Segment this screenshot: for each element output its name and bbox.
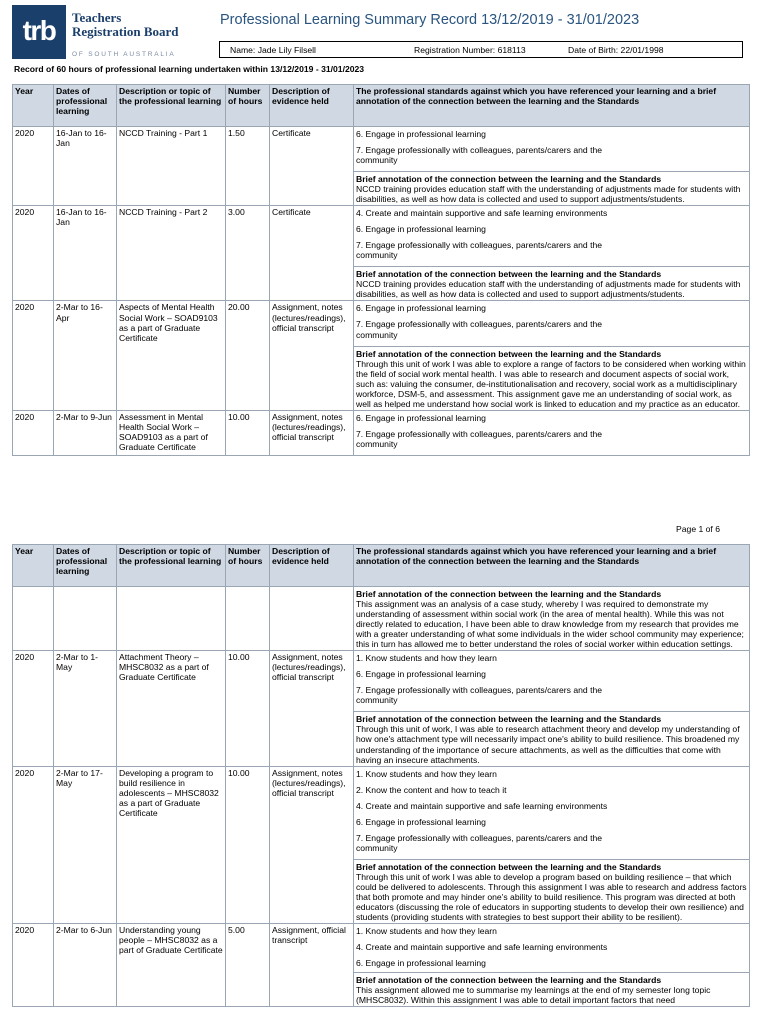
- standard-item: 1. Know students and how they learn: [356, 925, 497, 936]
- hours-cell: 10.00: [226, 766, 270, 923]
- annotation-text: This assignment allowed me to summarise my learnings at the end of my semester long topic (MHSC8032). Within this assignment I was able to detail important factors that need: [356, 985, 711, 1006]
- table-header-row: [13, 85, 750, 127]
- standard-item: 7. Engage professionally with colleagues, parents/carers and the community: [356, 685, 603, 706]
- table-row: [13, 410, 750, 455]
- table-row: [13, 301, 750, 410]
- standard-item: 6. Engage in professional learning: [356, 957, 486, 968]
- standard-item: 4. Create and maintain supportive and safe learning environments: [356, 941, 608, 952]
- document-title: Professional Learning Summary Record 13/12/2019 - 31/01/2023: [220, 12, 640, 28]
- standard-item: 4. Create and maintain supportive and safe learning environments: [356, 800, 608, 811]
- col-hours: Number of hours: [226, 545, 270, 587]
- col-standards: The professional standards against which you have referenced your learning and a brief annotation of the connection between the learning and the Standards: [354, 85, 750, 127]
- annotation-heading: Brief annotation of the connection between the learning and the Standards: [356, 269, 662, 280]
- table-row: [13, 923, 750, 1006]
- col-hours: Number of hours: [226, 85, 270, 127]
- standard-item: 7. Engage professionally with colleagues, parents/carers and the community: [356, 428, 603, 449]
- year-cell: 2020: [13, 651, 54, 766]
- page-2-region: [0, 544, 768, 1024]
- annotation-block: [354, 346, 749, 410]
- trb-logo: [12, 5, 66, 59]
- evidence-cell: Assignment, notes (lectures/readings), official transcript: [270, 410, 354, 455]
- annotation-block: [354, 587, 749, 650]
- hours-cell: 5.00: [226, 923, 270, 1006]
- name-field: Name: Jade Lily Filsell: [230, 45, 316, 55]
- annotation-text: Through this unit of work I was able to develop a program based on building resilience – that which could be delivered to adolescents. Through this assignment I was able to research and address factors that both promote and may hinder one's ability to build resilience. This program was directed at both educators (discussing the role of educators in supporting students to develop their own resilience) and students (providing students with strategies to best support their ability to be resilient).: [356, 871, 747, 922]
- evidence-cell: Assignment, notes (lectures/readings), official transcript: [270, 766, 354, 923]
- standard-item: 6. Engage in professional learning: [356, 224, 486, 235]
- topic-cell: Attachment Theory – MHSC8032 as a part of Graduate Certificate: [117, 651, 226, 766]
- standard-item: 1. Know students and how they learn: [356, 653, 497, 664]
- standards-cell: [354, 651, 750, 766]
- org-state: OF SOUTH AUSTRALIA: [72, 51, 176, 58]
- evidence-cell: Assignment, official transcript: [270, 923, 354, 1006]
- col-topic: Description or topic of the professional learning: [117, 85, 226, 127]
- standard-item: 6. Engage in professional learning: [356, 412, 486, 423]
- hours-cell: 10.00: [226, 410, 270, 455]
- standards-cell: [354, 587, 750, 651]
- col-dates: Dates of professional learning: [54, 545, 117, 587]
- hours-cell: 3.00: [226, 206, 270, 301]
- standards-cell: [354, 766, 750, 923]
- standard-item: 6. Engage in professional learning: [356, 816, 486, 827]
- annotation-text: This assignment was an analysis of a case study, whereby I was required to demonstrate my understanding of assessment within social work (in the area of mental health). While this was not directly related to education, I have been able to draw knowledge from my research that provides me with a greater understanding of what some individuals in the wider school community may experience; this in turn has allowed me to better understand the roles of social worker within education settings.: [356, 599, 744, 650]
- table-header-row: [13, 545, 750, 587]
- dates-cell: [54, 587, 117, 651]
- learning-table-page2: [12, 544, 750, 1007]
- annotation-heading: Brief annotation of the connection between the learning and the Standards: [356, 174, 662, 185]
- annotation-heading: Brief annotation of the connection between the learning and the Standards: [356, 348, 662, 359]
- annotation-text: Through this unit of work, I was able to research attachment theory and develop my understanding of how one's attachment type will necessarily impact one's ability to build resilience. This broadened my understanding of the importance of secure attachments, as well as the difficulties that come with having an insecure attachments.: [356, 724, 740, 765]
- standards-cell: [354, 923, 750, 1006]
- topic-cell: NCCD Training - Part 1: [117, 127, 226, 206]
- personal-info-box: [219, 41, 743, 58]
- standard-item: 7. Engage professionally with colleagues, parents/carers and the community: [356, 240, 603, 261]
- evidence-cell: [270, 587, 354, 651]
- year-cell: [13, 587, 54, 651]
- annotation-heading: Brief annotation of the connection between the learning and the Standards: [356, 861, 662, 872]
- col-topic: Description or topic of the professional learning: [117, 545, 226, 587]
- logo-text: trb: [22, 15, 56, 46]
- annotation-block: [354, 859, 749, 923]
- annotation-block: [354, 711, 749, 765]
- org-name: [72, 11, 202, 39]
- topic-cell: Assessment in Mental Health Social Work – SOAD9103 as a part of Graduate Certificate: [117, 410, 226, 455]
- standard-item: 7. Engage professionally with colleagues, parents/carers and the community: [356, 145, 603, 166]
- year-cell: 2020: [13, 206, 54, 301]
- topic-cell: Developing a program to build resilience in adolescents – MHSC8032 as a part of Graduate Certificate: [117, 766, 226, 923]
- dates-cell: 2-Mar to 9-Jun: [54, 410, 117, 455]
- standard-item: 6. Engage in professional learning: [356, 129, 486, 139]
- record-subheading: Record of 60 hours of professional learning undertaken within 13/12/2019 - 31/01/2023: [14, 64, 365, 74]
- evidence-cell: Assignment, notes (lectures/readings), official transcript: [270, 651, 354, 766]
- annotation-text: Through this unit of work I was able to explore a range of factors to be considered when working within the field of social work mental health. I was able to research and document aspects of social work, such as: valuing the consumer, de-institutionalisation and recovery, social work as a multidisciplinary workforce, DSM-5, and assessment. This assignment gave me an understanding of social work, as well as helped me understand how social work is linked to education and my practice as an educator.: [356, 358, 746, 409]
- col-evidence: Description of evidence held: [270, 545, 354, 587]
- page-number: Page 1 of 6: [676, 524, 720, 534]
- col-dates: Dates of professional learning: [54, 85, 117, 127]
- org-name-line1: Teachers: [72, 10, 122, 25]
- standards-cell: [354, 301, 750, 410]
- hours-cell: 10.00: [226, 651, 270, 766]
- standard-item: 4. Create and maintain supportive and safe learning environments: [356, 208, 608, 219]
- annotation-block: [354, 972, 749, 1006]
- standards-cell: [354, 127, 750, 206]
- learning-table-page1: [12, 84, 750, 456]
- evidence-cell: Assignment, notes (lectures/readings), official transcript: [270, 301, 354, 410]
- annotation-text: NCCD training provides education staff with the understanding of adjustments made for students with disabilities, as well as how data is collected and used to support adjustments/students.: [356, 279, 741, 300]
- annotation-text: NCCD training provides education staff with the understanding of adjustments made for students with disabilities, as well as how data is collected and used to support adjustments/students.: [356, 184, 741, 205]
- standards-cell: [354, 206, 750, 301]
- col-standards: The professional standards against which you have referenced your learning and a brief annotation of the connection between the learning and the Standards: [354, 545, 750, 587]
- standard-item: 6. Engage in professional learning: [356, 669, 486, 680]
- annotation-heading: Brief annotation of the connection between the learning and the Standards: [356, 589, 662, 599]
- table-row: [13, 766, 750, 923]
- annotation-block: [354, 266, 749, 300]
- col-year: Year: [13, 545, 54, 587]
- table-row: [13, 127, 750, 206]
- year-cell: 2020: [13, 923, 54, 1006]
- standard-item: 6. Engage in professional learning: [356, 303, 486, 314]
- dates-cell: 2-Mar to 16-Apr: [54, 301, 117, 410]
- col-year: Year: [13, 85, 54, 127]
- dates-cell: 16-Jan to 16-Jan: [54, 127, 117, 206]
- standards-cell: [354, 410, 750, 455]
- topic-cell: Aspects of Mental Health Social Work – SOAD9103 as a part of Graduate Certificate: [117, 301, 226, 410]
- standard-item: 2. Know the content and how to teach it: [356, 784, 507, 795]
- registration-field: Registration Number: 618113: [414, 45, 526, 55]
- dates-cell: 2-Mar to 1-May: [54, 651, 117, 766]
- topic-cell: NCCD Training - Part 2: [117, 206, 226, 301]
- annotation-heading: Brief annotation of the connection between the learning and the Standards: [356, 974, 662, 985]
- table-row: [13, 651, 750, 766]
- hours-cell: [226, 587, 270, 651]
- annotation-heading: Brief annotation of the connection between the learning and the Standards: [356, 714, 662, 725]
- org-name-line2: Registration Board: [72, 24, 179, 39]
- hours-cell: 1.50: [226, 127, 270, 206]
- topic-cell: [117, 587, 226, 651]
- dates-cell: 2-Mar to 17-May: [54, 766, 117, 923]
- page-1-region: [0, 84, 768, 498]
- year-cell: 2020: [13, 301, 54, 410]
- standard-item: 1. Know students and how they learn: [356, 768, 497, 779]
- evidence-cell: Certificate: [270, 206, 354, 301]
- evidence-cell: Certificate: [270, 127, 354, 206]
- year-cell: 2020: [13, 127, 54, 206]
- table-row-continuation: [13, 587, 750, 651]
- dob-field: Date of Birth: 22/01/1998: [568, 45, 664, 55]
- dates-cell: 16-Jan to 16-Jan: [54, 206, 117, 301]
- year-cell: 2020: [13, 410, 54, 455]
- dates-cell: 2-Mar to 6-Jun: [54, 923, 117, 1006]
- col-evidence: Description of evidence held: [270, 85, 354, 127]
- hours-cell: 20.00: [226, 301, 270, 410]
- standard-item: 7. Engage professionally with colleagues, parents/carers and the community: [356, 832, 603, 853]
- topic-cell: Understanding young people – MHSC8032 as a part of Graduate Certificate: [117, 923, 226, 1006]
- annotation-block: [354, 171, 749, 205]
- standard-item: 7. Engage professionally with colleagues, parents/carers and the community: [356, 319, 603, 340]
- table-row: [13, 206, 750, 301]
- year-cell: 2020: [13, 766, 54, 923]
